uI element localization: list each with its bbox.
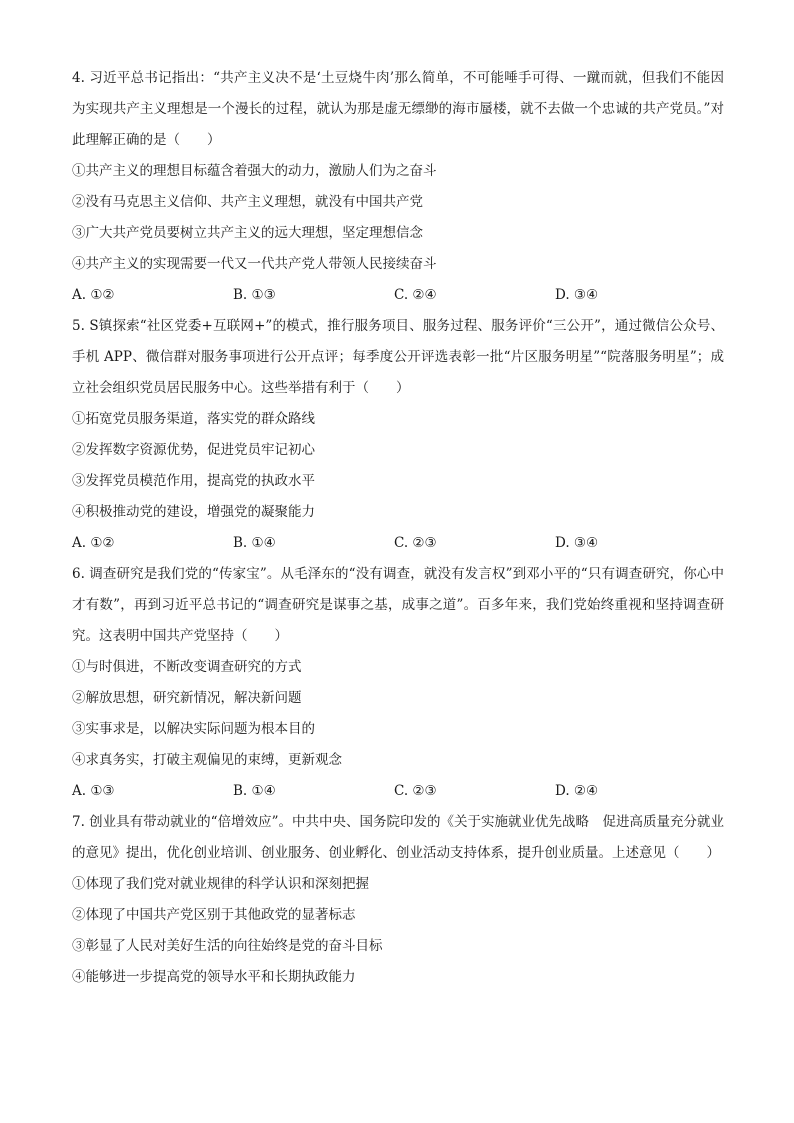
question-4 bbox=[72, 63, 724, 311]
choice-a: A. ①③ bbox=[72, 783, 115, 799]
exam-page bbox=[72, 63, 724, 993]
choice-d: D. ③④ bbox=[555, 535, 599, 551]
choice-b: B. ①④ bbox=[233, 783, 276, 799]
question-stem: 4. 习近平总书记指出：“共产主义决不是‘土豆烧牛肉’那么简单，不可能唾手可得、一蹴而就，但我们不能因为实现共产主义理想是一个漫长的过程，就认为那是虚无缥缈的海市蜃楼，就不去做一个忠诚的共产党员。”对此理解正确的是（ ） bbox=[72, 70, 724, 148]
statement-option: ③实事求是，以解决实际问题为根本目的 bbox=[72, 721, 315, 737]
question-stem: 6. 调查研究是我们党的“传家宝”。从毛泽东的“没有调查，就没有发言权”到邓小平的“只有调查研究，你心中才有数”，再到习近平总书记的“调查研究是谋事之基，成事之道”。百多年来，我们党始终重视和坚持调查研究。这表明中国共产党坚持（ ） bbox=[72, 566, 724, 644]
statement-option: ④能够进一步提高党的领导水平和长期执政能力 bbox=[72, 969, 356, 985]
statement-option: ③广大共产党员要树立共产主义的远大理想，坚定理想信念 bbox=[72, 225, 423, 241]
statement-option: ④求真务实，打破主观偏见的束缚，更新观念 bbox=[72, 752, 342, 768]
statement-option: ②解放思想，研究新情况，解决新问题 bbox=[72, 690, 302, 706]
statement-option: ②没有马克思主义信仰、共产主义理想，就没有中国共产党 bbox=[72, 194, 423, 210]
question-5 bbox=[72, 311, 724, 559]
statement-option: ①与时俱进，不断改变调查研究的方式 bbox=[72, 659, 302, 675]
statement-option: ②体现了中国共产党区别于其他政党的显著标志 bbox=[72, 907, 356, 923]
choice-c: C. ②③ bbox=[394, 783, 437, 799]
choice-c: C. ②③ bbox=[394, 535, 437, 551]
question-stem: 5. S镇探索“社区党委+互联网+”的模式，推行服务项目、服务过程、服务评价“三公开”，通过微信公众号、手机 APP、微信群对服务事项进行公开点评；每季度公开评选表彰一批“片区服务明星”“院落服务明星”；成立社会组织党员居民服务中心。这些举措有利于（ ） bbox=[72, 318, 724, 396]
choice-b: B. ①④ bbox=[233, 535, 276, 551]
choice-d: D. ③④ bbox=[555, 287, 599, 303]
choice-c: C. ②④ bbox=[394, 287, 437, 303]
statement-option: ③发挥党员模范作用，提高党的执政水平 bbox=[72, 473, 315, 489]
statement-option: ③彰显了人民对美好生活的向往始终是党的奋斗目标 bbox=[72, 938, 383, 954]
choice-a: A. ①② bbox=[72, 287, 115, 303]
answer-choices bbox=[72, 528, 724, 559]
statement-option: ①共产主义的理想目标蕴含着强大的动力，激励人们为之奋斗 bbox=[72, 163, 437, 179]
statement-option: ①拓宽党员服务渠道，落实党的群众路线 bbox=[72, 411, 315, 427]
question-stem: 7. 创业具有带动就业的“倍增效应”。中共中央、国务院印发的《关于实施就业优先战略 促进高质量充分就业的意见》提出，优化创业培训、创业服务、创业孵化、创业活动支持体系，提升创业质量。上述意见（ ） bbox=[72, 814, 724, 861]
answer-choices bbox=[72, 776, 724, 807]
statement-option: ④积极推动党的建设，增强党的凝聚能力 bbox=[72, 504, 315, 520]
question-6 bbox=[72, 559, 724, 807]
answer-choices bbox=[72, 280, 724, 311]
statement-option: ④共产主义的实现需要一代又一代共产党人带领人民接续奋斗 bbox=[72, 256, 437, 272]
choice-b: B. ①③ bbox=[233, 287, 276, 303]
statement-option: ①体现了我们党对就业规律的科学认识和深刻把握 bbox=[72, 876, 369, 892]
choice-d: D. ②④ bbox=[555, 783, 599, 799]
statement-option: ②发挥数字资源优势，促进党员牢记初心 bbox=[72, 442, 315, 458]
choice-a: A. ①② bbox=[72, 535, 115, 551]
question-7 bbox=[72, 807, 724, 993]
